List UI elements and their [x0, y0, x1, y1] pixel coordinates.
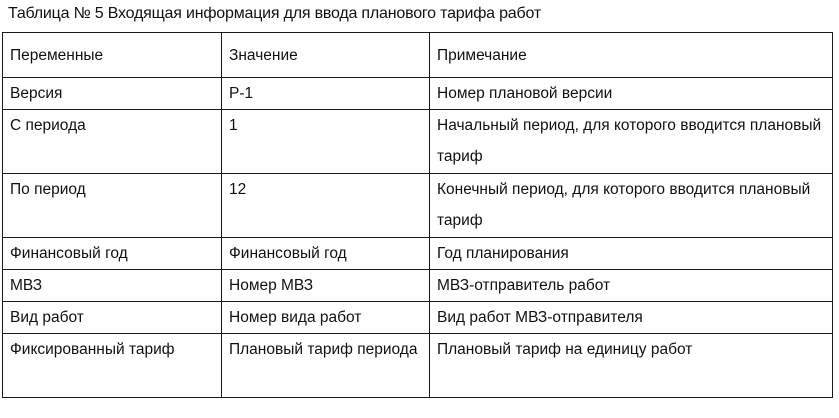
cell-value: 1 — [222, 110, 430, 174]
table-header-row — [3, 33, 833, 78]
cell-value: Номер МВЗ — [222, 270, 430, 302]
cell-note: Год планирования — [430, 238, 833, 270]
table-row — [3, 78, 833, 110]
cell-note: Начальный период, для которого вводится плановый тариф — [430, 110, 833, 174]
cell-variable: Фиксированный тариф — [3, 334, 222, 398]
cell-variable: С периода — [3, 110, 222, 174]
header-note: Примечание — [430, 33, 833, 78]
table-row — [3, 110, 833, 174]
cell-note: Конечный период, для которого вводится плановый тариф — [430, 174, 833, 238]
cell-variable: По период — [3, 174, 222, 238]
table-row — [3, 334, 833, 398]
table-row — [3, 174, 833, 238]
header-variables: Переменные — [3, 33, 222, 78]
cell-value: Финансовый год — [222, 238, 430, 270]
cell-variable: Версия — [3, 78, 222, 110]
table-caption: Таблица № 5 Входящая информация для ввода планового тарифа работ — [8, 5, 541, 22]
header-value: Значение — [222, 33, 430, 78]
cell-value: 12 — [222, 174, 430, 238]
cell-note: Вид работ МВЗ-отправителя — [430, 302, 833, 334]
input-info-table — [2, 32, 833, 398]
cell-value: Плановый тариф периода — [222, 334, 430, 398]
cell-note: Плановый тариф на единицу работ — [430, 334, 833, 398]
table-row — [3, 270, 833, 302]
cell-value: Номер вида работ — [222, 302, 430, 334]
table-row — [3, 302, 833, 334]
cell-variable: Вид работ — [3, 302, 222, 334]
cell-note: МВЗ-отправитель работ — [430, 270, 833, 302]
table-row — [3, 238, 833, 270]
cell-variable: Финансовый год — [3, 238, 222, 270]
cell-value: Р-1 — [222, 78, 430, 110]
cell-note: Номер плановой версии — [430, 78, 833, 110]
cell-variable: МВЗ — [3, 270, 222, 302]
